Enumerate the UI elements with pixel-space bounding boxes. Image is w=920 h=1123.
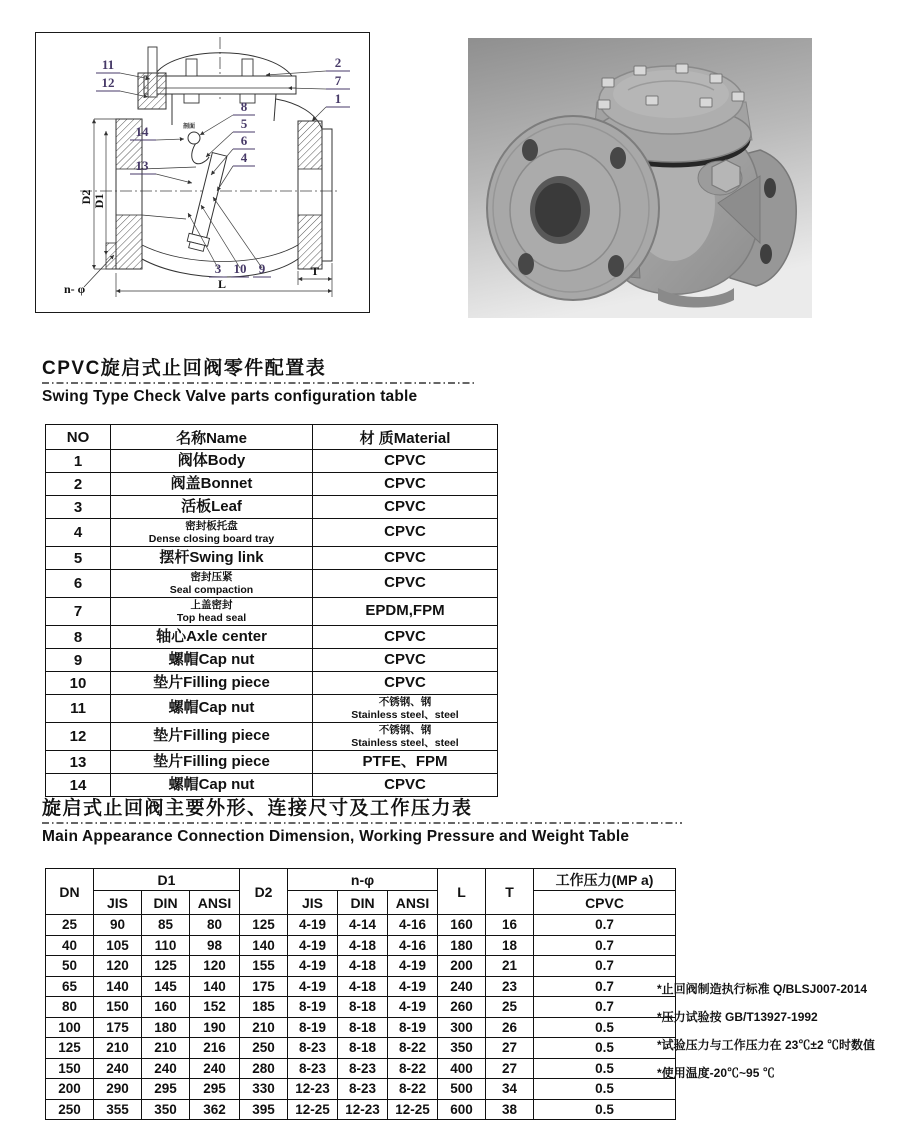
dim-header-d1: D1 xyxy=(94,869,240,891)
section1 xyxy=(42,358,742,406)
dim-cell-dn: 80 xyxy=(46,997,94,1018)
dim-cell: 140 xyxy=(240,935,288,956)
part-material xyxy=(313,598,498,626)
part-name-line: 上盖密封 xyxy=(190,599,233,612)
section2-divider xyxy=(42,822,682,824)
dim-cell: 240 xyxy=(190,1058,240,1079)
bonnet-plate xyxy=(144,76,296,94)
part-label-4: 4 xyxy=(240,150,248,165)
dim-cell: 120 xyxy=(94,956,142,977)
part-name-line: 密封板托盘 xyxy=(185,520,238,533)
part-name-line: 垫片Filling piece xyxy=(153,673,270,691)
dim-header-pressure: 工作压力(MP a) xyxy=(534,869,676,891)
dim-header-d2: D2 xyxy=(240,869,288,915)
dim-cell: 38 xyxy=(486,1099,534,1120)
part-label-13: 13 xyxy=(135,158,149,173)
left-flange-hatch-bottom xyxy=(116,215,142,269)
dim-table-row xyxy=(46,956,676,977)
dim-cell: 240 xyxy=(142,1058,190,1079)
dim-label-d1: D1 xyxy=(92,193,106,209)
dim-cell: 4-16 xyxy=(388,935,438,956)
part-material xyxy=(313,547,498,570)
bolt-stud xyxy=(242,59,253,76)
part-no: 2 xyxy=(46,473,111,496)
part-label-10: 10 xyxy=(233,261,247,276)
dim-header-l: L xyxy=(438,869,486,915)
dim-cell-dn: 100 xyxy=(46,1017,94,1038)
bore-inner xyxy=(535,183,581,237)
dim-cell: 4-19 xyxy=(288,915,338,936)
dim-cell: 180 xyxy=(438,935,486,956)
dim-cell: 240 xyxy=(94,1058,142,1079)
section1-title-en: Swing Type Check Valve parts configuration table xyxy=(42,388,418,405)
section1-divider xyxy=(42,382,476,384)
part-name-line: Top head seal xyxy=(176,611,247,624)
dim-header-d1-ansi: ANSI xyxy=(190,891,240,915)
dim-cell: 0.7 xyxy=(534,956,676,977)
dim-cell: 0.7 xyxy=(534,915,676,936)
part-name-line: 垫片Filling piece xyxy=(153,727,270,745)
part-no: 1 xyxy=(46,450,111,473)
dim-header-d1-jis: JIS xyxy=(94,891,142,915)
dim-cell: 8-23 xyxy=(338,1079,388,1100)
dim-cell: 160 xyxy=(142,997,190,1018)
dim-cell: 21 xyxy=(486,956,534,977)
dim-cell: 8-22 xyxy=(388,1038,438,1059)
dim-cell: 4-19 xyxy=(388,956,438,977)
part-name xyxy=(111,570,313,598)
dim-cell: 290 xyxy=(94,1079,142,1100)
parts-header-no: NO xyxy=(46,425,111,450)
dim-cell: 8-23 xyxy=(288,1058,338,1079)
section2-title-zh: 旋启式止回阀主要外形、连接尺寸及工作压力表 xyxy=(42,798,473,819)
dim-cell: 8-22 xyxy=(388,1058,438,1079)
dim-cell: 34 xyxy=(486,1079,534,1100)
part-material-line: CPVC xyxy=(384,451,426,469)
dim-cell: 350 xyxy=(142,1099,190,1120)
part-label-8: 8 xyxy=(240,99,248,114)
neck-line xyxy=(274,94,276,121)
right-flange-hatch-top xyxy=(298,121,322,169)
dim-cell: 500 xyxy=(438,1079,486,1100)
dim-cell: 140 xyxy=(190,976,240,997)
parts-table-row xyxy=(46,473,498,496)
dim-cell: 190 xyxy=(190,1017,240,1038)
part-label-5: 5 xyxy=(240,116,248,131)
part-name xyxy=(111,473,313,496)
dim-cell: 18 xyxy=(486,935,534,956)
dim-cell: 140 xyxy=(94,976,142,997)
part-name xyxy=(111,598,313,626)
parts-configuration-table xyxy=(45,424,498,797)
dim-cell: 105 xyxy=(94,935,142,956)
part-name-line: 螺帽Cap nut xyxy=(168,699,255,717)
dim-cell: 250 xyxy=(240,1038,288,1059)
dim-cell: 200 xyxy=(438,956,486,977)
dim-cell: 4-19 xyxy=(288,976,338,997)
dim-table-row xyxy=(46,935,676,956)
dim-cell-dn: 200 xyxy=(46,1079,94,1100)
part-material-line: CPVC xyxy=(384,497,426,515)
dim-cell: 8-18 xyxy=(338,1038,388,1059)
right-flange-face xyxy=(322,129,332,261)
dim-cell-dn: 150 xyxy=(46,1058,94,1079)
part-name xyxy=(111,496,313,519)
dim-cell: 12-23 xyxy=(288,1079,338,1100)
parts-table-row xyxy=(46,723,498,751)
part-name xyxy=(111,751,313,774)
dim-cell: 8-22 xyxy=(388,1079,438,1100)
dim-cell: 90 xyxy=(94,915,142,936)
part-name xyxy=(111,547,313,570)
part-name-line: 活板Leaf xyxy=(181,497,242,515)
part-name xyxy=(111,672,313,695)
dim-cell-dn: 250 xyxy=(46,1099,94,1120)
dim-cell: 8-18 xyxy=(338,1017,388,1038)
dim-table-row xyxy=(46,915,676,936)
section2-title-en: Main Appearance Connection Dimension, Working Pressure and Weight Table xyxy=(42,828,630,845)
part-no: 7 xyxy=(46,598,111,626)
dim-cell: 160 xyxy=(438,915,486,936)
dim-cell: 26 xyxy=(486,1017,534,1038)
dimensions-table xyxy=(45,868,676,1120)
part-material xyxy=(313,496,498,519)
part-name xyxy=(111,695,313,723)
dim-cell: 4-18 xyxy=(338,935,388,956)
part-name-line: 轴心Axle center xyxy=(156,627,267,645)
dim-cell: 8-19 xyxy=(388,1017,438,1038)
dim-header-d1-din: DIN xyxy=(142,891,190,915)
parts-header-name: 名称Name xyxy=(111,425,313,450)
dim-table-row xyxy=(46,997,676,1018)
dim-cell: 125 xyxy=(240,915,288,936)
part-material-line: CPVC xyxy=(384,474,426,492)
dim-cell: 8-19 xyxy=(288,997,338,1018)
part-no: 6 xyxy=(46,570,111,598)
bolt-stud xyxy=(186,59,197,76)
left-flange-foot xyxy=(106,243,116,269)
part-material xyxy=(313,570,498,598)
part-label-9: 9 xyxy=(258,261,266,276)
dim-cell: 295 xyxy=(142,1079,190,1100)
part-name-line: 螺帽Cap nut xyxy=(168,650,255,668)
part-name xyxy=(111,649,313,672)
footnotes xyxy=(657,982,875,1094)
dim-table-body xyxy=(46,915,676,1120)
part-material-line: CPVC xyxy=(384,775,426,793)
part-material-line: CPVC xyxy=(384,627,426,645)
part-no: 10 xyxy=(46,672,111,695)
part-name-line: 摆杆Swing link xyxy=(159,548,264,566)
dim-cell: 12-25 xyxy=(288,1099,338,1120)
right-flange-hatch-bottom xyxy=(298,215,322,269)
dim-cell: 295 xyxy=(190,1079,240,1100)
part-label-6: 6 xyxy=(240,133,248,148)
dim-cell: 260 xyxy=(438,997,486,1018)
dim-cell: 0.5 xyxy=(534,1038,676,1059)
dim-header-nphi-ansi: ANSI xyxy=(388,891,438,915)
dim-cell-dn: 50 xyxy=(46,956,94,977)
part-label-11: 11 xyxy=(101,57,115,72)
footnote-test-condition: *试验压力与工作压力在 23℃±2 ℃时数值 xyxy=(657,1038,875,1052)
parts-table-row xyxy=(46,774,498,797)
part-material-line: CPVC xyxy=(384,523,426,541)
part-material-line: EPDM,FPM xyxy=(365,602,445,620)
part-material xyxy=(313,649,498,672)
mini-label: 剖面 xyxy=(183,124,196,130)
dim-cell: 0.7 xyxy=(534,935,676,956)
part-no: 9 xyxy=(46,649,111,672)
dim-cell-dn: 25 xyxy=(46,915,94,936)
pivot-pin xyxy=(188,132,200,144)
dim-label-l: L xyxy=(217,277,227,291)
parts-header-material: 材 质Material xyxy=(313,425,498,450)
dim-cell: 4-19 xyxy=(288,935,338,956)
part-name xyxy=(111,519,313,547)
dim-cell: 27 xyxy=(486,1058,534,1079)
valve-cross-section-svg xyxy=(36,33,369,312)
dim-cell: 98 xyxy=(190,935,240,956)
body-bottom-inner xyxy=(142,245,298,262)
dim-cell: 8-23 xyxy=(288,1038,338,1059)
dim-cell: 180 xyxy=(142,1017,190,1038)
dim-header-row1 xyxy=(46,869,676,891)
product-photo xyxy=(468,38,812,318)
footnote-temperature: *使用温度-20℃~95 ℃ xyxy=(657,1066,775,1080)
part-material xyxy=(313,695,498,723)
dim-cell: 12-23 xyxy=(338,1099,388,1120)
parts-table-row xyxy=(46,626,498,649)
footnote-standard: *止回阀制造执行标准 Q/BLSJ007-2014 xyxy=(657,982,868,996)
dim-table-row xyxy=(46,1099,676,1120)
parts-table-row xyxy=(46,519,498,547)
dim-cell-dn: 40 xyxy=(46,935,94,956)
dim-table-row xyxy=(46,1038,676,1059)
dim-cell: 0.5 xyxy=(534,1058,676,1079)
dim-header-row2 xyxy=(46,891,676,915)
part-name xyxy=(111,450,313,473)
parts-table-header-row xyxy=(46,425,498,450)
bonnet-dome xyxy=(154,53,292,76)
dim-table-row xyxy=(46,1079,676,1100)
dim-cell: 330 xyxy=(240,1079,288,1100)
part-label-3: 3 xyxy=(214,261,222,276)
dim-cell: 0.5 xyxy=(534,1079,676,1100)
part-material xyxy=(313,774,498,797)
part-material xyxy=(313,723,498,751)
bore-line xyxy=(142,215,186,219)
dim-table-row xyxy=(46,1058,676,1079)
dim-cell: 4-18 xyxy=(338,976,388,997)
part-material xyxy=(313,626,498,649)
dim-cell: 210 xyxy=(142,1038,190,1059)
part-label-14: 14 xyxy=(135,124,149,139)
part-name-line: Dense closing board tray xyxy=(148,532,275,545)
dim-cell: 0.7 xyxy=(534,976,676,997)
dim-cell: 0.5 xyxy=(534,1017,676,1038)
part-no: 12 xyxy=(46,723,111,751)
dim-cell: 120 xyxy=(190,956,240,977)
part-material-line: 不锈钢、钢 xyxy=(378,724,432,737)
part-label-7: 7 xyxy=(334,73,342,88)
part-label-1: 1 xyxy=(334,91,342,106)
dim-cell: 210 xyxy=(94,1038,142,1059)
dim-cell-dn: 125 xyxy=(46,1038,94,1059)
dim-cell: 0.7 xyxy=(534,997,676,1018)
parts-table-row xyxy=(46,570,498,598)
hex-plug xyxy=(712,160,740,192)
part-no: 4 xyxy=(46,519,111,547)
section1-title-zh: CPVC旋启式止回阀零件配置表 xyxy=(42,358,327,379)
parts-table-row xyxy=(46,598,498,626)
dim-cell: 600 xyxy=(438,1099,486,1120)
dim-cell: 362 xyxy=(190,1099,240,1120)
part-no: 14 xyxy=(46,774,111,797)
dim-label-t: T xyxy=(310,264,320,278)
part-name xyxy=(111,626,313,649)
dim-cell: 25 xyxy=(486,997,534,1018)
parts-table-row xyxy=(46,547,498,570)
part-material xyxy=(313,473,498,496)
dim-cell: 145 xyxy=(142,976,190,997)
dim-cell: 175 xyxy=(94,1017,142,1038)
dim-cell: 8-18 xyxy=(338,997,388,1018)
parts-table-row xyxy=(46,649,498,672)
dim-table-row xyxy=(46,1017,676,1038)
dim-header-n-phi: n-φ xyxy=(288,869,438,891)
part-name xyxy=(111,774,313,797)
parts-table-row xyxy=(46,672,498,695)
part-material-line: CPVC xyxy=(384,548,426,566)
part-material xyxy=(313,519,498,547)
dim-cell: 395 xyxy=(240,1099,288,1120)
part-material xyxy=(313,672,498,695)
dim-cell: 240 xyxy=(438,976,486,997)
part-material-line: PTFE、FPM xyxy=(362,752,448,770)
part-name-line: 阀体Body xyxy=(177,451,246,469)
dim-cell: 8-19 xyxy=(288,1017,338,1038)
dim-cell: 300 xyxy=(438,1017,486,1038)
swing-arm xyxy=(192,143,209,164)
part-label-12: 12 xyxy=(101,75,115,90)
dim-cell: 350 xyxy=(438,1038,486,1059)
parts-table-row xyxy=(46,496,498,519)
part-name-line: 垫片Filling piece xyxy=(153,752,270,770)
part-name-line: 阀盖Bonnet xyxy=(170,474,253,492)
dim-cell: 185 xyxy=(240,997,288,1018)
dim-cell: 80 xyxy=(190,915,240,936)
dim-cell: 4-16 xyxy=(388,915,438,936)
flange-hole xyxy=(760,244,772,264)
parts-table-row xyxy=(46,751,498,774)
part-material xyxy=(313,751,498,774)
part-material-line: CPVC xyxy=(384,650,426,668)
dim-cell: 0.5 xyxy=(534,1099,676,1120)
dim-label-n-phi: n- φ xyxy=(64,282,86,296)
dim-cell: 150 xyxy=(94,997,142,1018)
dim-cell: 155 xyxy=(240,956,288,977)
parts-table-row xyxy=(46,450,498,473)
part-material-line: 不锈钢、钢 xyxy=(378,696,432,709)
part-material-line: CPVC xyxy=(384,574,426,592)
part-no: 13 xyxy=(46,751,111,774)
part-no: 11 xyxy=(46,695,111,723)
dim-cell: 400 xyxy=(438,1058,486,1079)
dim-cell: 27 xyxy=(486,1038,534,1059)
part-no: 8 xyxy=(46,626,111,649)
dim-cell: 280 xyxy=(240,1058,288,1079)
part-no: 3 xyxy=(46,496,111,519)
dim-cell: 355 xyxy=(94,1099,142,1120)
dim-cell: 8-23 xyxy=(338,1058,388,1079)
dim-cell: 4-19 xyxy=(388,997,438,1018)
parts-table-row xyxy=(46,695,498,723)
part-material xyxy=(313,450,498,473)
footnote-pressure-test: *压力试验按 GB/T13927-1992 xyxy=(657,1010,818,1024)
dim-cell: 210 xyxy=(240,1017,288,1038)
dim-cell: 175 xyxy=(240,976,288,997)
dim-cell: 4-14 xyxy=(338,915,388,936)
dim-cell: 216 xyxy=(190,1038,240,1059)
part-material-line: CPVC xyxy=(384,673,426,691)
dim-cell: 12-25 xyxy=(388,1099,438,1120)
part-name xyxy=(111,723,313,751)
dim-header-t: T xyxy=(486,869,534,915)
dim-header-nphi-jis: JIS xyxy=(288,891,338,915)
part-label-2: 2 xyxy=(334,55,342,70)
dim-cell: 125 xyxy=(142,956,190,977)
dim-cell: 16 xyxy=(486,915,534,936)
dim-cell: 23 xyxy=(486,976,534,997)
part-name-line: 螺帽Cap nut xyxy=(168,775,255,793)
parts-table-body xyxy=(46,450,498,797)
technical-drawing xyxy=(35,32,370,313)
dim-cell: 4-19 xyxy=(388,976,438,997)
dim-cell: 4-19 xyxy=(288,956,338,977)
dim-table-row xyxy=(46,976,676,997)
dim-label-d2: D2 xyxy=(79,189,93,205)
gland-block xyxy=(138,73,166,109)
dim-cell: 110 xyxy=(142,935,190,956)
part-material-line: Stainless steel、steel xyxy=(351,736,459,749)
dim-cell: 85 xyxy=(142,915,190,936)
dim-header-nphi-din: DIN xyxy=(338,891,388,915)
flange-hole xyxy=(764,178,776,198)
dim-header-dn: DN xyxy=(46,869,94,915)
part-name-line: 密封压紧 xyxy=(190,571,233,584)
part-name-line: Seal compaction xyxy=(169,583,254,596)
dim-cell: 4-18 xyxy=(338,956,388,977)
dim-cell-dn: 65 xyxy=(46,976,94,997)
section2 xyxy=(42,798,842,846)
dim-cell: 152 xyxy=(190,997,240,1018)
product-photo-svg xyxy=(468,38,812,318)
bore-line xyxy=(142,167,196,169)
part-material-line: Stainless steel、steel xyxy=(351,708,459,721)
part-no: 5 xyxy=(46,547,111,570)
dim-header-pressure-cpvc: CPVC xyxy=(534,891,676,915)
bolt-nut xyxy=(184,94,199,103)
